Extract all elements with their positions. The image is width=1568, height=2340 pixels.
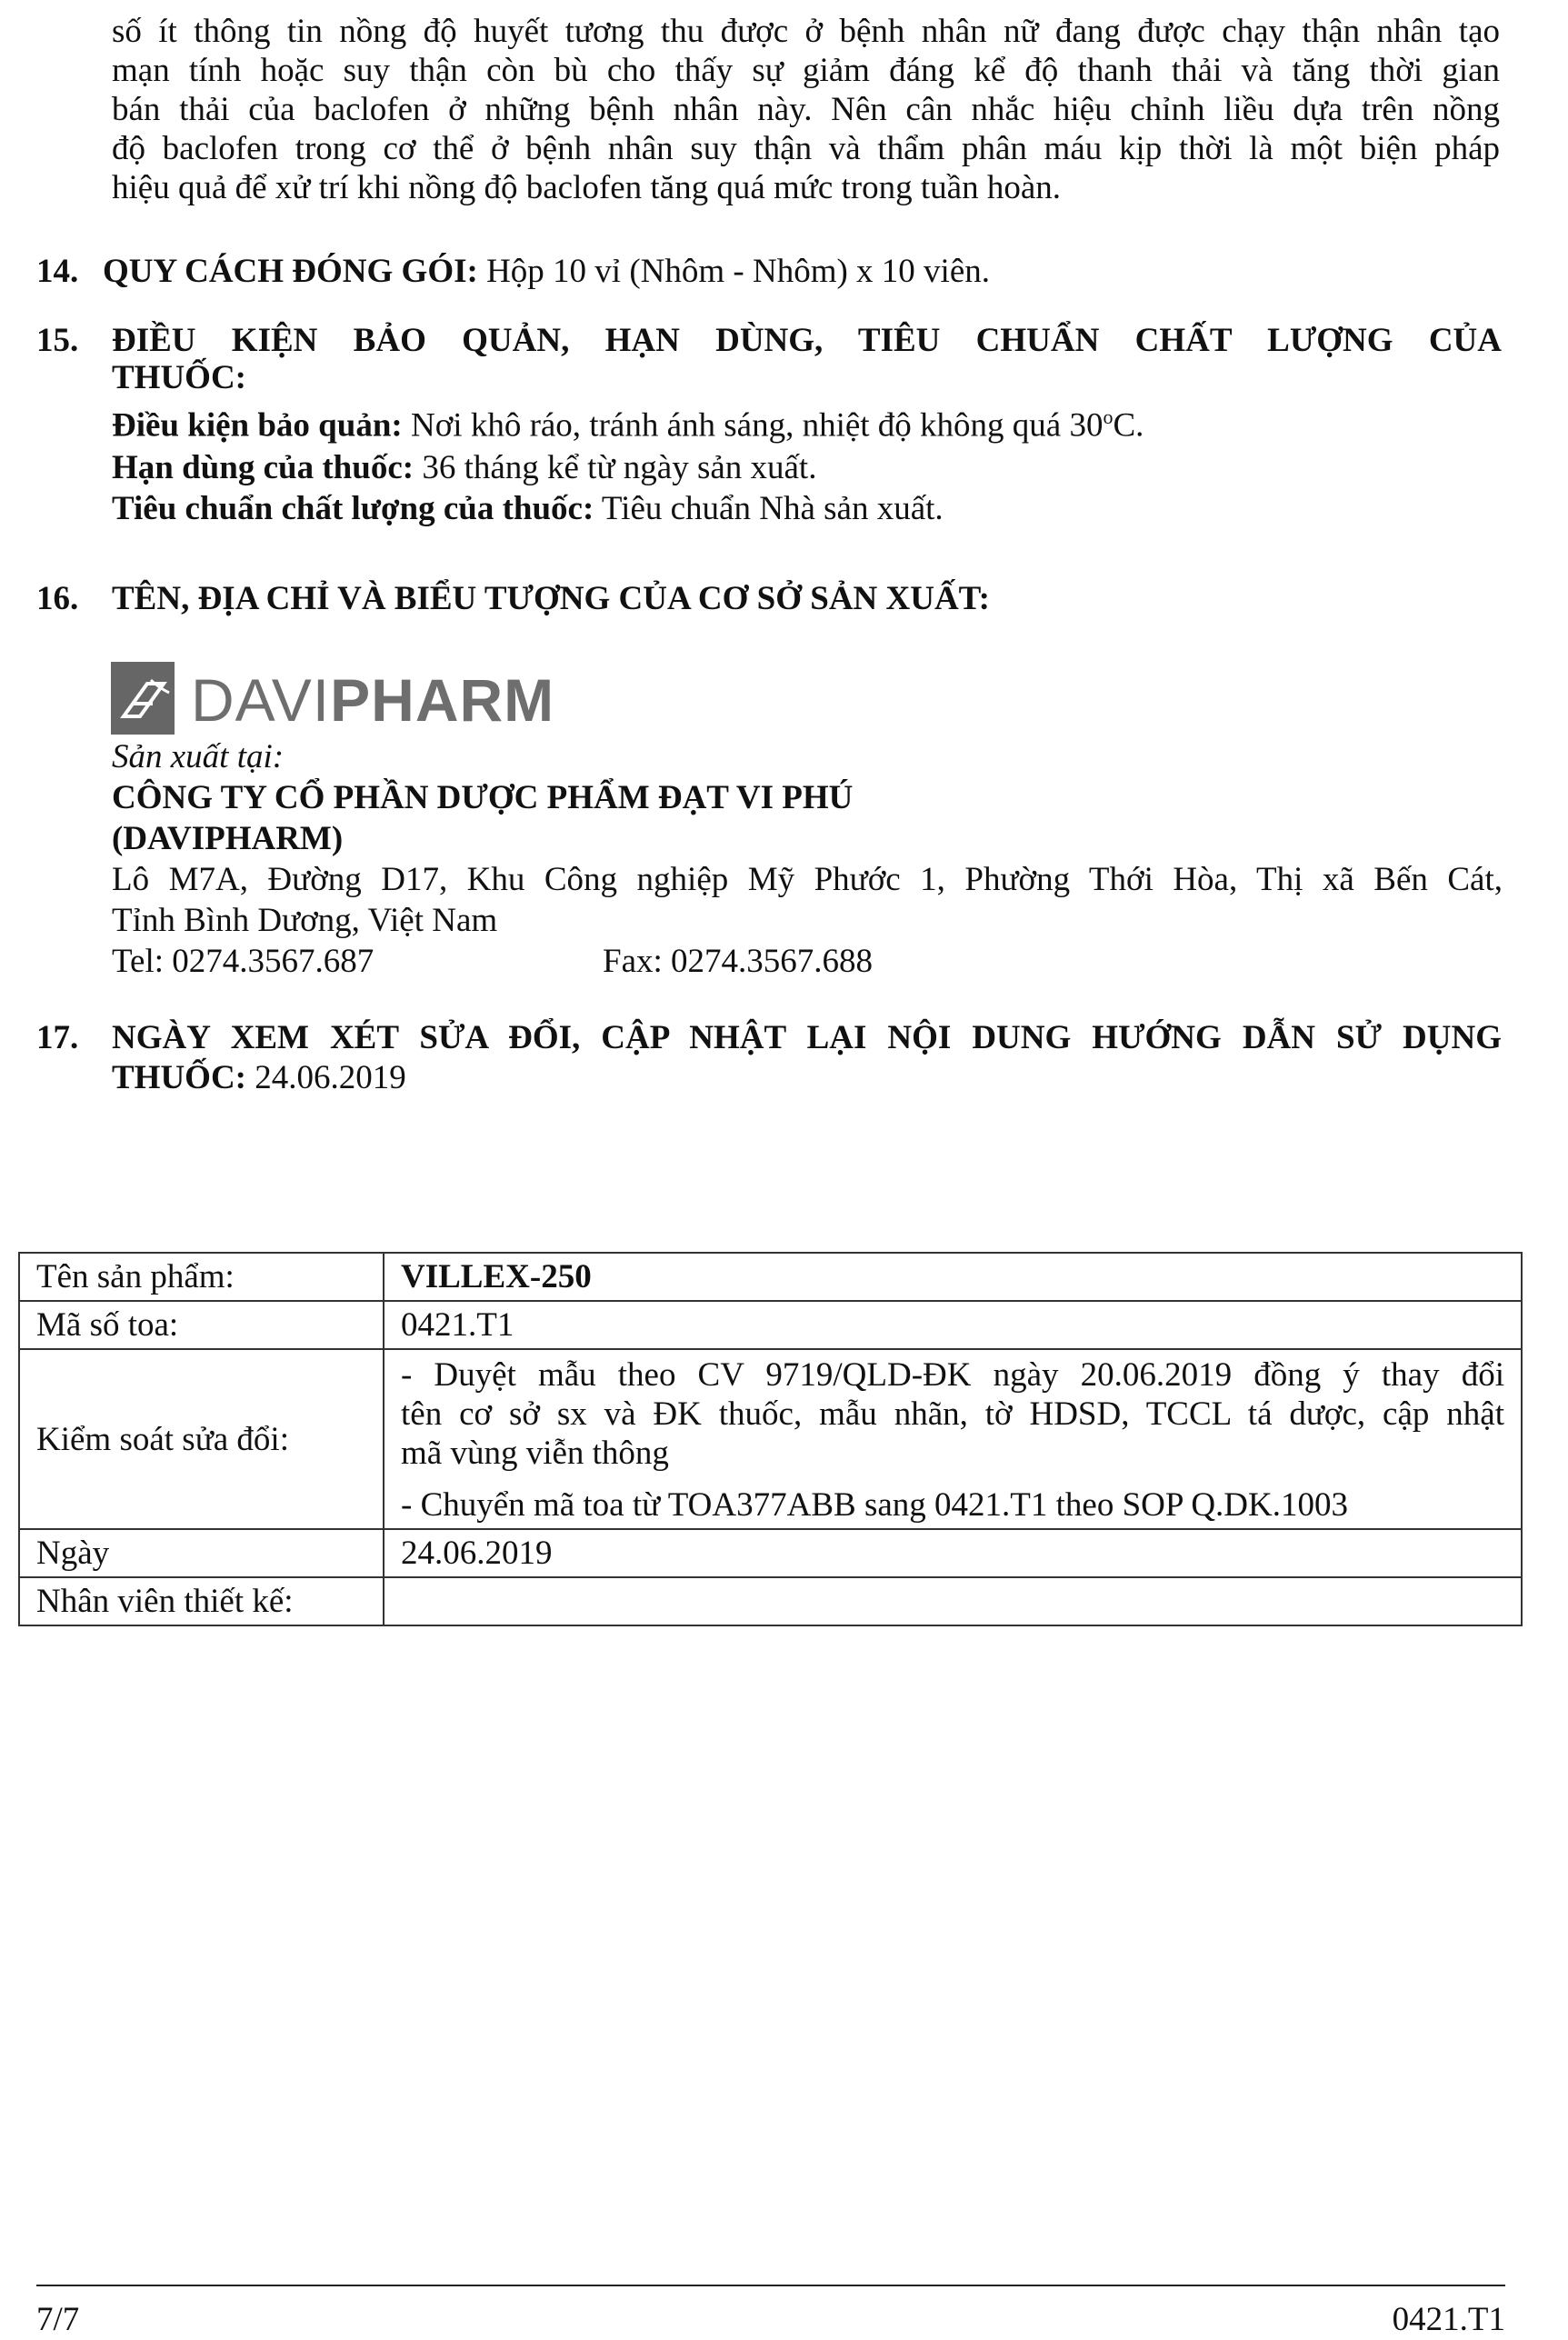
leaflet-code-value: 0421.T1	[384, 1301, 1522, 1349]
intro-line: độ baclofen trong cơ thể ở bệnh nhân suy thận và thẩm phân máu kịp thời là một biện pháp	[112, 130, 1500, 167]
davipharm-logo	[111, 662, 602, 738]
leaflet-code-label: Mã số toa:	[19, 1301, 384, 1349]
section-17	[36, 1018, 1502, 1098]
davipharm-logo-text: DAVIPHARM	[191, 666, 555, 734]
section-15	[36, 321, 1502, 529]
davipharm-logo-mark	[111, 662, 175, 735]
document-control-table	[18, 1252, 1523, 1626]
footer-divider	[36, 2285, 1505, 2286]
intro-line: mạn tính hoặc suy thận còn bù cho thấy sự giảm đáng kể độ thanh thải và tăng thời gian	[112, 52, 1500, 89]
storage-tail: C.	[1113, 406, 1144, 445]
section-14	[36, 252, 1502, 292]
packaging-text: Hộp 10 vỉ (Nhôm - Nhôm) x 10 viên.	[477, 253, 990, 290]
designer-label: Nhân viên thiết kế:	[19, 1577, 384, 1625]
product-name-label: Tên sản phẩm:	[19, 1253, 384, 1301]
section-number: 17.	[36, 1019, 79, 1056]
revision-control-value	[384, 1349, 1522, 1529]
section-number: 16.	[36, 580, 79, 617]
product-name-value: VILLEX-250	[384, 1253, 1522, 1301]
intro-line: số ít thông tin nồng độ huyết tương thu được ở bệnh nhân nữ đang được chạy thận nhân tạo	[112, 13, 1500, 50]
table-row	[19, 1301, 1522, 1349]
section-heading: QUY CÁCH ĐÓNG GÓI:	[103, 253, 478, 290]
section-16	[36, 579, 1502, 619]
company-name: CÔNG TY CỔ PHẦN DƯỢC PHẨM ĐẠT VI PHÚ	[112, 779, 854, 816]
company-short-name: (DAVIPHARM)	[112, 820, 344, 857]
fax-number: Fax: 0274.3567.688	[603, 943, 874, 980]
section-heading-cont: THUỐC:	[112, 359, 246, 396]
section-number: 15.	[36, 322, 79, 359]
intro-line: bán thải của baclofen ở những bệnh nhân này. Nên cân nhắc hiệu chỉnh liều dựa trên nồng	[112, 91, 1500, 128]
table-row	[19, 1349, 1522, 1529]
section-heading: NGÀY XEM XÉT SỬA ĐỔI, CẬP NHẬT LẠI NỘI DUNG HƯỚNG DẪN SỬ DỤNG	[112, 1019, 1502, 1056]
quality-standard-text: Tiêu chuẩn Nhà sản xuất.	[594, 490, 944, 528]
revision-note-line: - Chuyển mã toa từ TOA377ABB sang 0421.T1 theo SOP Q.DK.1003	[401, 1486, 1348, 1524]
intro-line: hiệu quả để xử trí khi nồng độ baclofen tăng quá mức trong tuần hoàn.	[112, 169, 1061, 206]
revision-date: 24.06.2019	[246, 1059, 406, 1096]
table-row	[19, 1577, 1522, 1625]
address-line: Lô M7A, Đường D17, Khu Công nghiệp Mỹ Phước 1, Phường Thới Hòa, Thị xã Bến Cát,	[112, 861, 1503, 898]
quality-standard-label: Tiêu chuẩn chất lượng của thuốc:	[112, 490, 594, 528]
date-value: 24.06.2019	[384, 1529, 1522, 1577]
storage-label: Điều kiện bảo quản:	[112, 406, 403, 445]
table-row	[19, 1253, 1522, 1301]
shelf-life-text: 36 tháng kể từ ngày sản xuất.	[414, 449, 817, 487]
intro-paragraph	[112, 12, 1500, 207]
section-number: 14.	[36, 253, 79, 290]
degree-sup: o	[1103, 405, 1114, 428]
tel-number: Tel: 0274.3567.687	[112, 943, 375, 980]
section-heading: TÊN, ĐỊA CHỈ VÀ BIỂU TƯỢNG CỦA CƠ SỞ SẢN XUẤT:	[112, 580, 990, 617]
revision-note-line: tên cơ sở sx và ĐK thuốc, mẫu nhãn, tờ HDSD, TCCL tá dược, cập nhật	[401, 1395, 1504, 1433]
storage-text: Nơi khô ráo, tránh ánh sáng, nhiệt độ không quá 30	[402, 406, 1104, 445]
section-heading: ĐIỀU KIỆN BẢO QUẢN, HẠN DÙNG, TIÊU CHUẨN CHẤT LƯỢNG CỦA	[112, 322, 1502, 359]
manufacturer-block	[112, 736, 1503, 982]
made-at-label: Sản xuất tại:	[112, 738, 285, 775]
page-number: 7/7	[36, 2301, 80, 2338]
address-line: Tỉnh Bình Dương, Việt Nam	[112, 902, 498, 939]
section-heading-cont: THUỐC:	[112, 1059, 246, 1096]
footer-code: 0421.T1	[1392, 2301, 1505, 2338]
shelf-life-label: Hạn dùng của thuốc:	[112, 449, 414, 487]
designer-value	[384, 1577, 1522, 1625]
date-label: Ngày	[19, 1529, 384, 1577]
revision-control-label: Kiểm soát sửa đổi:	[19, 1349, 384, 1529]
revision-note-line: mã vùng viễn thông	[401, 1435, 669, 1472]
revision-note-line: - Duyệt mẫu theo CV 9719/QLD-ĐK ngày 20.06.2019 đồng ý thay đổi	[401, 1356, 1504, 1394]
table-row	[19, 1529, 1522, 1577]
